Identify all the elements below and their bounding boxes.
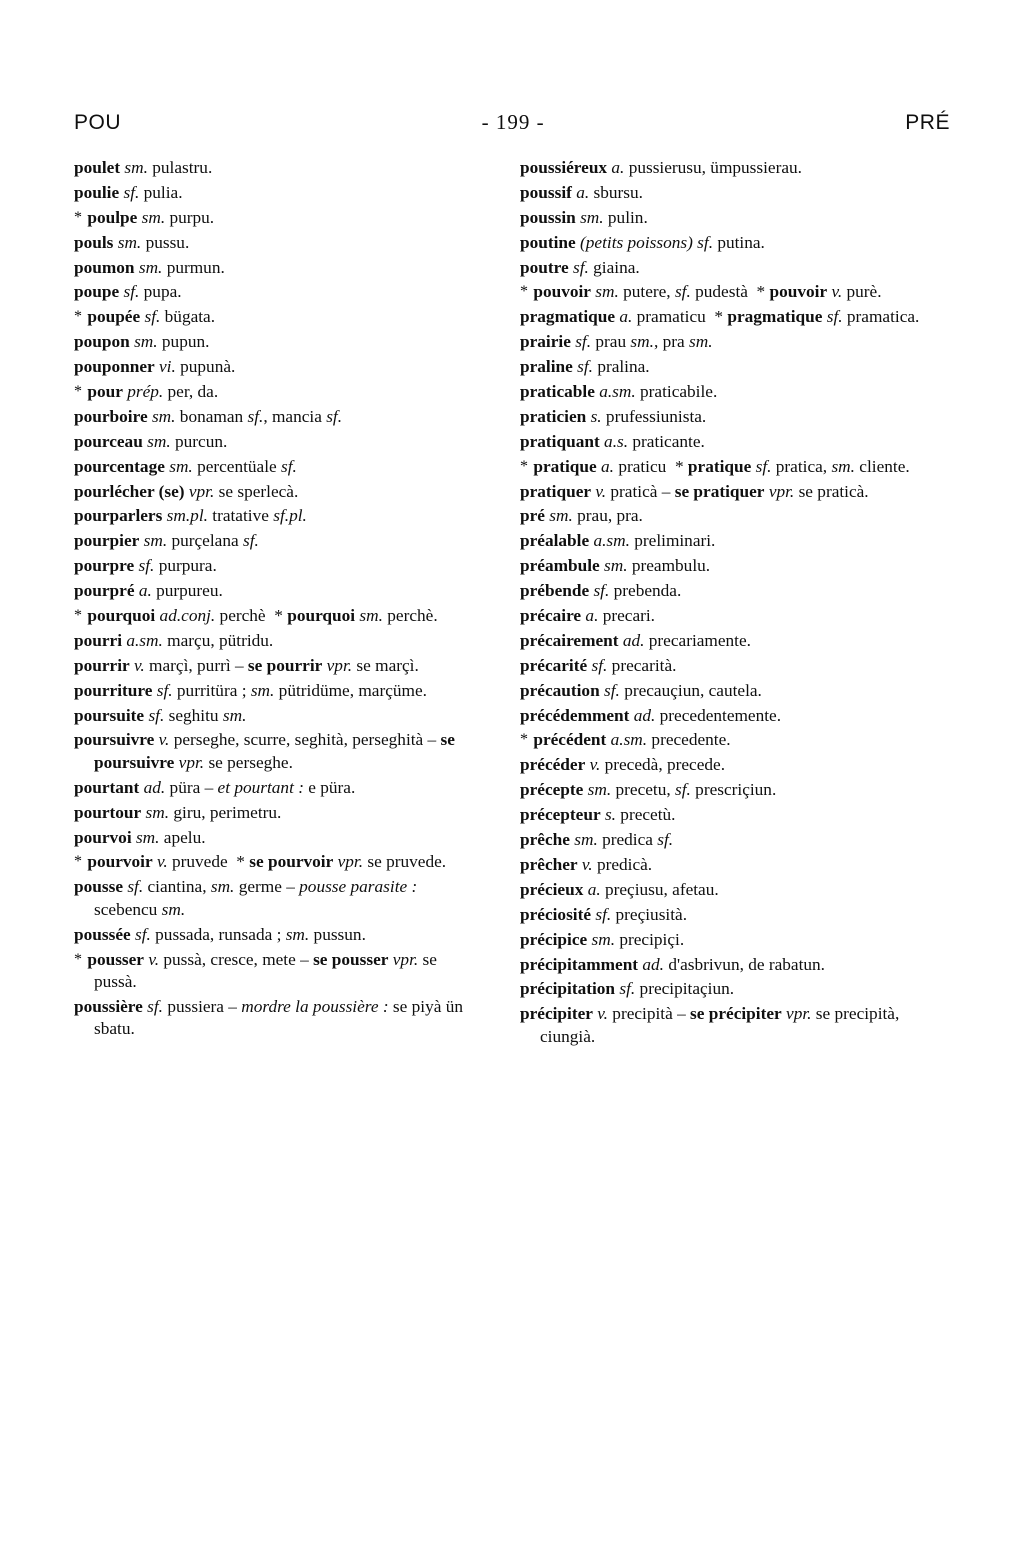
dictionary-entry: praline sf. pralina. (520, 357, 650, 377)
dictionary-entry: * pousser v. pussà, cresce, mete – se pousser vpr. se pussà. (74, 949, 437, 991)
dictionary-entry: praticable a.sm. praticabile. (520, 382, 718, 402)
asterisk-marker: * (74, 607, 82, 625)
dictionary-entry: pourri a.sm. marçu, pütridu. (74, 630, 274, 650)
dictionary-entry: poussiéreux a. pussierusu, ümpussierau. (520, 158, 802, 177)
dictionary-entry: pratiquant a.s. praticante. (520, 431, 705, 451)
dictionary-entry: poutine (petits poissons) sf. putina. (520, 232, 765, 252)
dictionary-entry: * pourquoi ad.conj. perchè * pourquoi sm. perchè. (74, 606, 438, 626)
dictionary-entry: pourriture sf. purritüra ; sm. pütridüme, marçüme. (74, 680, 427, 700)
dictionary-entry: prêcher v. predicà. (520, 854, 653, 874)
dictionary-entry: prairie sf. prau sm., pra sm. (520, 332, 713, 352)
dictionary-entry: pousse sf. ciantina, sm. germe – pousse parasite : scebencu sm. (74, 877, 418, 919)
dictionary-entry: * pratique a. praticu * pratique sf. pratica, sm. cliente. (520, 456, 910, 476)
column-left (74, 157, 474, 1043)
dictionary-entry: précéder v. precedà, precede. (520, 755, 726, 775)
running-head (74, 110, 950, 135)
dictionary-entry: poumon sm. purmun. (74, 257, 225, 277)
dictionary-entry: * pour prép. per, da. (74, 382, 219, 402)
dictionary-entry: précaution sf. precauçiun, cautela. (520, 680, 762, 700)
dictionary-entry: pourparlers sm.pl. tratative sf.pl. (74, 506, 307, 526)
dictionary-entry: pourlécher (se) vpr. se sperlecà. (74, 481, 299, 501)
dictionary-entry: poussière sf. pussiera – mordre la poussière : se piyà ün sbatu. (74, 996, 463, 1039)
dictionary-entry: praticien s. prufessiunista. (520, 406, 707, 426)
dictionary-entry: poursuite sf. seghitu sm. (74, 705, 247, 725)
dictionary-entry: * pourvoir v. pruvede * se pourvoir vpr. se pruvede. (74, 852, 447, 872)
dictionary-entry: poutre sf. giaina. (520, 257, 640, 277)
text-columns (74, 157, 950, 1051)
dictionary-entry: précepte sm. precetu, sf. prescriçiun. (520, 780, 777, 800)
asterisk-marker: * (520, 731, 528, 749)
dictionary-entry: * poulpe sm. purpu. (74, 207, 215, 227)
dictionary-entry: pourceau sm. purcun. (74, 431, 228, 451)
dictionary-entry: poulie sf. pulia. (74, 182, 183, 202)
dictionary-entry: poussée sf. pussada, runsada ; sm. pussun. (74, 924, 366, 944)
dictionary-entry: précipiter v. precipità – se précipiter vpr. se precipità, ciungià. (520, 1004, 900, 1046)
dictionary-entry: préambule sm. preambulu. (520, 556, 711, 576)
dictionary-entry: précairement ad. precariamente. (520, 630, 751, 650)
dictionary-entry: * pouvoir sm. putere, sf. pudestà * pouvoir v. purè. (520, 282, 882, 302)
dictionary-entry: pourtour sm. giru, perimetru. (74, 802, 282, 822)
dictionary-entry: pouls sm. pussu. (74, 232, 190, 252)
dictionary-entry: précipice sm. precipiçi. (520, 929, 685, 949)
dictionary-entry: * précédent a.sm. precedente. (520, 730, 731, 750)
dictionary-entry: poussif a. sbursu. (520, 182, 643, 202)
dictionary-entry: pragmatique a. pramaticu * pragmatique sf. pramatica. (520, 307, 920, 327)
dictionary-entry: pouponner vi. pupunà. (74, 357, 236, 377)
dictionary-entry: précipitamment ad. d'asbrivun, de rabatun. (520, 954, 825, 974)
dictionary-entry: précipitation sf. precipitaçiun. (520, 979, 735, 999)
dictionary-entry: pourpre sf. purpura. (74, 556, 217, 576)
asterisk-marker: * (74, 853, 82, 871)
dictionary-entry: préalable a.sm. preliminari. (520, 531, 716, 551)
dictionary-entry: précaire a. precari. (520, 606, 655, 626)
dictionary-entry: poupon sm. pupun. (74, 332, 210, 352)
dictionary-entry: poussin sm. pulin. (520, 207, 648, 227)
asterisk-marker: * (74, 950, 82, 968)
dictionary-entry: pourvoi sm. apelu. (74, 827, 206, 847)
dictionary-entry: prébende sf. prebenda. (520, 581, 682, 601)
dictionary-entry: pourtant ad. püra – et pourtant : e püra. (74, 777, 356, 797)
asterisk-marker: * (74, 208, 82, 226)
dictionary-entry: pourcentage sm. percentüale sf. (74, 456, 297, 476)
asterisk-marker: * (74, 308, 82, 326)
asterisk-marker: * (520, 283, 528, 301)
dictionary-entry: pourpier sm. purçelana sf. (74, 531, 259, 551)
asterisk-marker: * (520, 457, 528, 475)
dictionary-entry: poupe sf. pupa. (74, 282, 182, 302)
dictionary-entry: précepteur s. precetù. (520, 805, 676, 825)
running-head-right: PRÉ (905, 111, 950, 134)
dictionary-entry: précarité sf. precarità. (520, 655, 677, 675)
page-number: - 199 - (481, 110, 545, 134)
dictionary-entry: précieux a. preçiusu, afetau. (520, 879, 719, 899)
dictionary-entry: préciosité sf. preçiusità. (520, 904, 688, 924)
dictionary-entry: pourrir v. marçì, purrì – se pourrir vpr. se marçì. (74, 655, 419, 675)
dictionary-entry: prêche sm. predica sf. (520, 830, 674, 850)
dictionary-entry: pourboire sm. bonaman sf., mancia sf. (74, 406, 343, 426)
dictionary-entry: pratiquer v. praticà – se pratiquer vpr. se praticà. (520, 481, 869, 501)
running-head-left: POU (74, 111, 122, 134)
dictionary-entry: pré sm. prau, pra. (520, 506, 643, 526)
dictionary-entry: poursuivre v. perseghe, scurre, seghità, perseghità – se poursuivre vpr. se perseghe. (74, 730, 455, 772)
asterisk-marker: * (74, 383, 82, 401)
dictionary-entry: * poupée sf. bügata. (74, 307, 216, 327)
dictionary-entry: poulet sm. pulastru. (74, 158, 213, 177)
column-right (520, 157, 920, 1051)
dictionary-entry: pourpré a. purpureu. (74, 581, 223, 601)
dictionary-entry: précédemment ad. precedentemente. (520, 705, 782, 725)
